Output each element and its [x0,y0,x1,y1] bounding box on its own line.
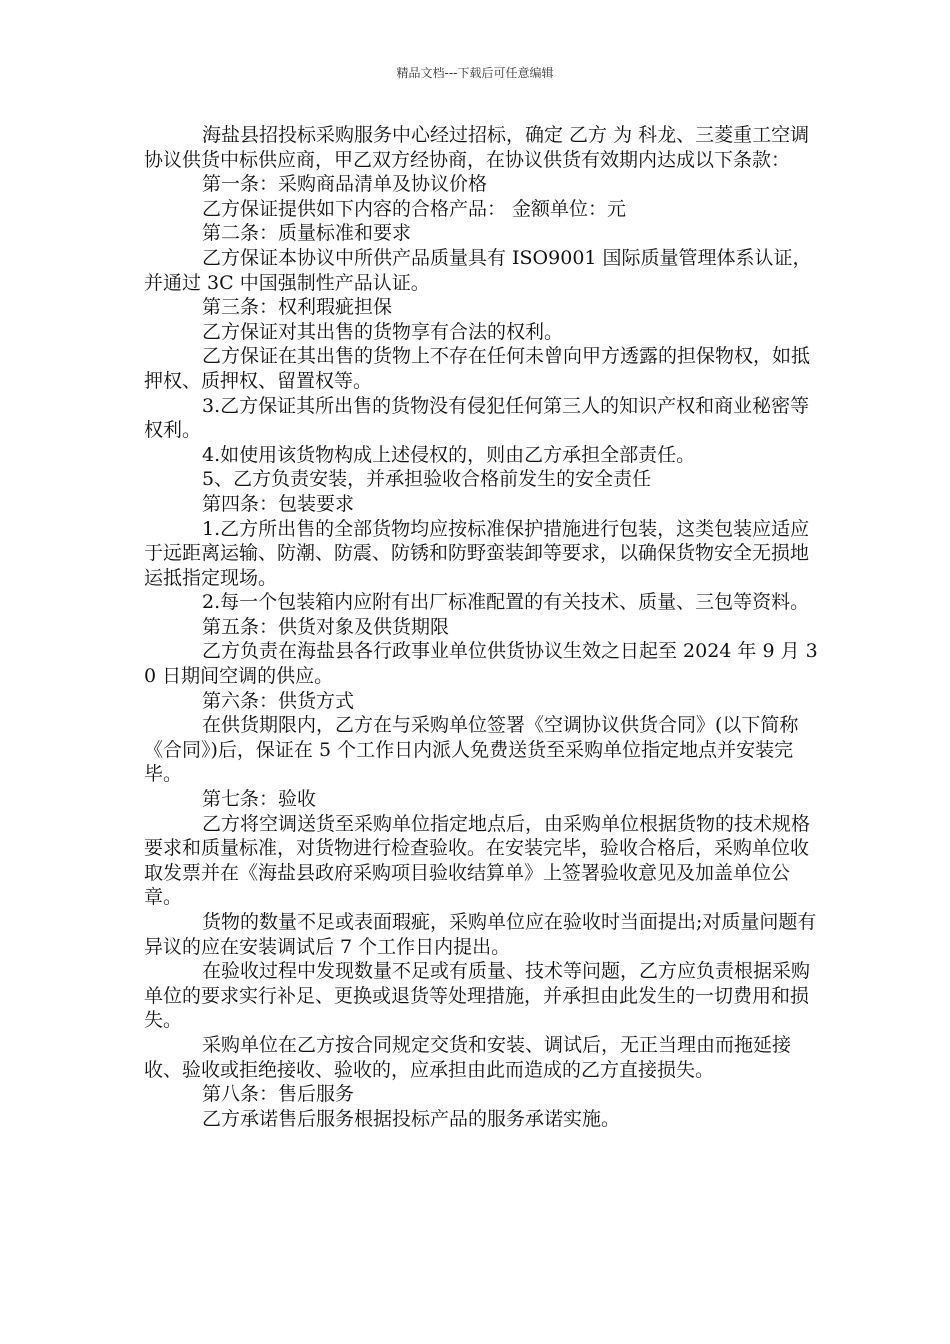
paragraph: 乙方承诺售后服务根据投标产品的服务承诺实施。 [202,1107,621,1130]
paragraph: 2.每一个包装箱内应附有出厂标准配置的有关技术、质量、三包等资料。 [202,591,810,614]
paragraph: 乙方保证在其出售的货物上不存在任何未曾向甲方透露的担保物权，如抵押权、质押权、留置权等。 [144,345,811,392]
paragraph: 1.乙方所出售的全部货物均应按标准保护措施进行包装，这类包装应适应于远距离运输、防潮、防震、防锈和防野蛮装卸等要求，以确保货物安全无损地运抵指定现场。 [144,517,810,589]
paragraph: 在供货期限内，乙方在与采购单位签署《空调协议供货合同》(以下简称《合同》)后，保证在 5 个工作日内派人免费送货至采购单位指定地点并安装完毕。 [144,714,799,786]
article-5-heading: 第五条：供货对象及供货期限 [202,615,450,638]
paragraph: 乙方保证对其出售的货物享有合法的权利。 [202,320,564,343]
paragraph: 5、乙方负责安装，并承担验收合格前发生的安全责任 [202,468,652,491]
paragraph: 乙方负责在海盐县各行政事业单位供货协议生效之日起至 2024 年 9 月 30 日期间空调的供应。 [144,640,818,688]
paragraph: 乙方将空调送货至采购单位指定地点后，由采购单位根据货物的技术规格要求和质量标准，对货物进行检查验收。在安装完毕，验收合格后，采购单位收取发票并在《海盐县政府采购项目验收结算单》上签署验收意见及加盖单位公章。 [144,812,811,909]
paragraph: 乙方保证提供如下内容的合格产品： 金额单位：元 [202,197,627,220]
article-3-heading: 第三条：权利瑕疵担保 [202,296,393,319]
paragraph: 乙方保证本协议中所供产品质量具有 ISO9001 国际质量管理体系认证，并通过 3C 中国强制性产品认证。 [144,246,812,294]
paragraph: 在验收过程中发现数量不足或有质量、技术等问题，乙方应负责根据采购单位的要求实行补足、更换或退货等处理措施，并承担由此发生的一切费用和损失。 [144,960,811,1032]
paragraph: 3.乙方保证其所出售的货物没有侵犯任何第三人的知识产权和商业秘密等权利。 [144,394,810,442]
article-2-heading: 第二条：质量标准和要求 [202,222,412,245]
paragraph: 货物的数量不足或表面瑕疵，采购单位应在验收时当面提出;对质量问题有异议的应在安装调试后 7 个工作日内提出。 [144,911,817,958]
page-header: 精品文档---下载后可任意编辑 [396,66,554,80]
document-body [144,123,820,1131]
paragraph: 采购单位在乙方按合同规定交货和安装、调试后，无正当理由而拖延接收、验收或拒绝接收、验收的，应承担由此而造成的乙方直接损失。 [144,1033,792,1081]
article-7-heading: 第七条：验收 [202,788,317,811]
article-6-heading: 第六条：供货方式 [202,689,355,712]
paragraph: 4.如使用该货物构成上述侵权的，则由乙方承担全部责任。 [202,443,696,466]
article-4-heading: 第四条：包装要求 [202,492,355,515]
article-1-heading: 第一条：采购商品清单及协议价格 [202,173,488,196]
article-8-heading: 第八条：售后服务 [202,1083,355,1106]
paragraph-intro: 海盐县招投标采购服务中心经过招标，确定 乙方 为 科龙、三菱重工空调协议供货中标供应商，甲乙双方经协商，在协议供货有效期内达成以下条款： [144,124,810,171]
